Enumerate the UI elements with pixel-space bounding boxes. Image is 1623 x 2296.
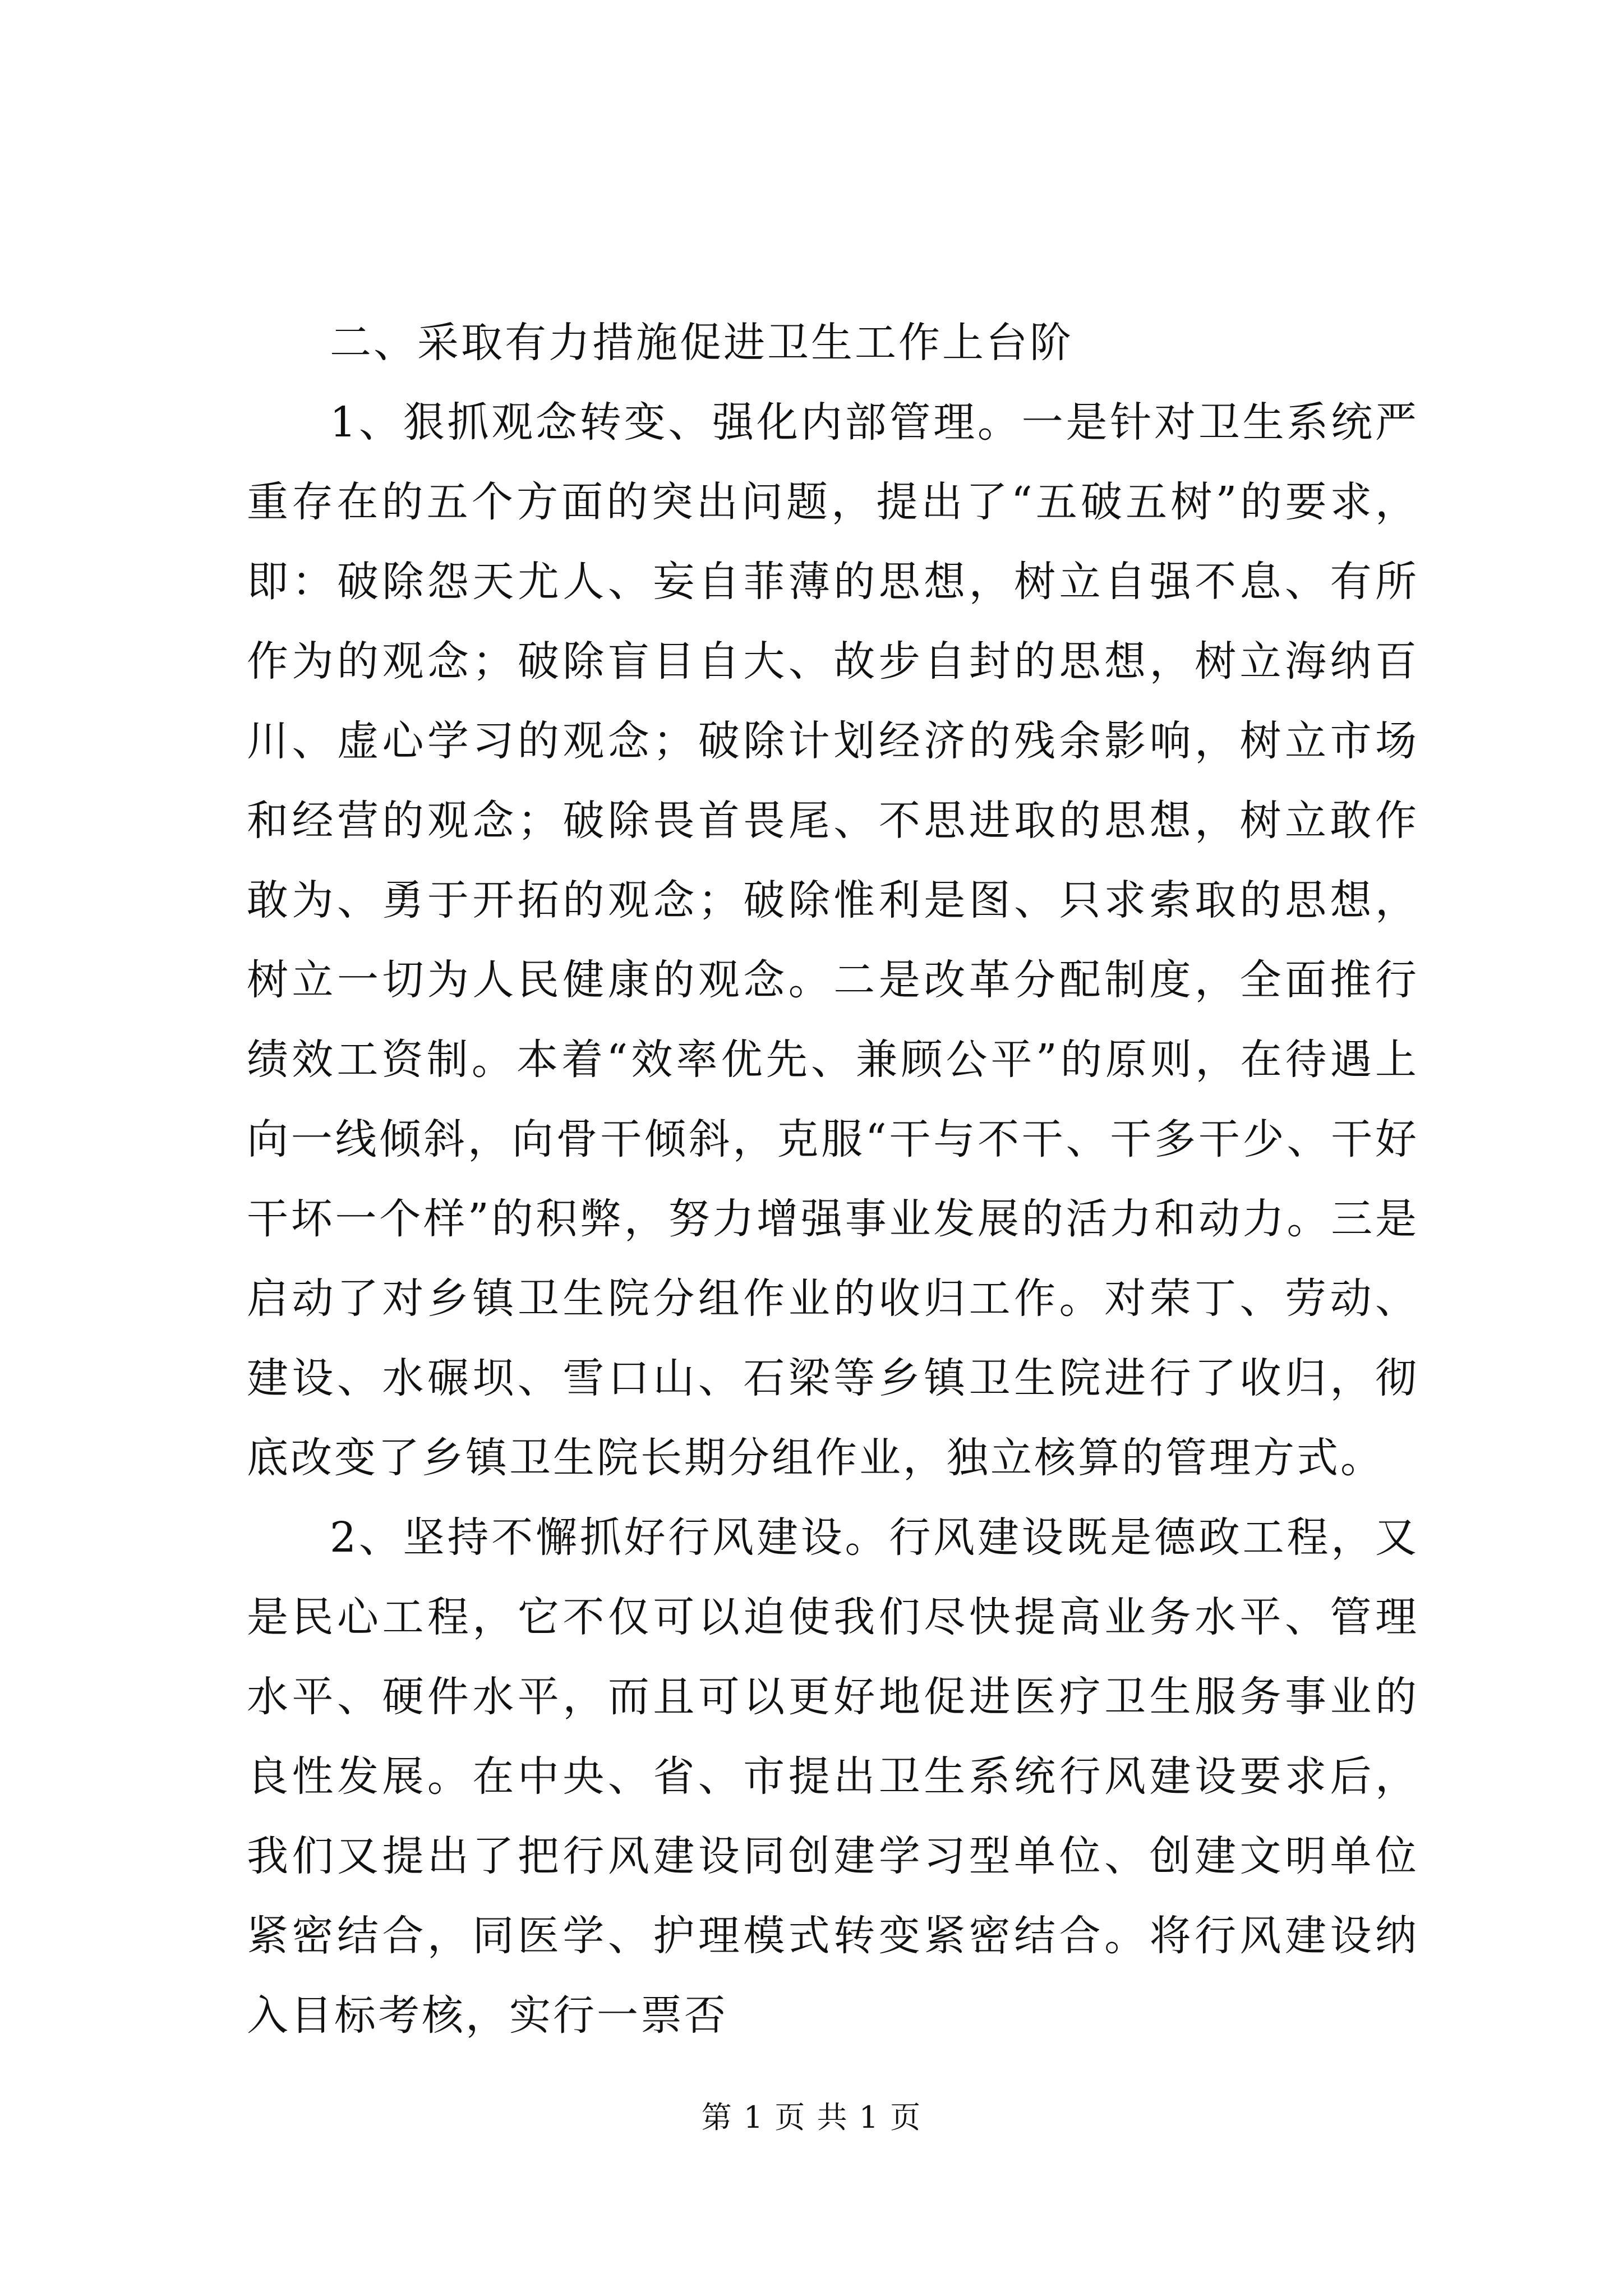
paragraph-1: 1、狠抓观念转变、强化内部管理。一是针对卫生系统严重存在的五个方面的突出问题，提出了“五破五树”的要求，即：破除怨天尤人、妄自菲薄的思想，树立自强不息、有所作为的观念；破除盲目自大、故步自封的思想，树立海纳百川、虚心学习的观念；破除计划经济的残余影响，树立市场和经营的观念；破除畏首畏尾、不思进取的思想，树立敢作敢为、勇于开拓的观念；破除惟利是图、只求索取的思想，树立一切为人民健康的观念。二是改革分配制度，全面推行绩效工资制。本着“效率优先、兼顾公平”的原则，在待遇上向一线倾斜，向骨干倾斜，克服“干与不干、干多干少、干好干坏一个样”的积弊，努力增强事业发展的活力和动力。三是启动了对乡镇卫生院分组作业的收归工作。对荣丁、劳动、建设、水碾坝、雪口山、石梁等乡镇卫生院进行了收归，彻底改变了乡镇卫生院长期分组作业，独立核算的管理方式。: [247, 398, 1419, 1482]
paragraph-2: 2、坚持不懈抓好行风建设。行风建设既是德政工程，又是民心工程，它不仅可以迫使我们尽快提高业务水平、管理水平、硬件水平，而且可以更好地促进医疗卫生服务事业的良性发展。在中央、省、市提出卫生系统行风建设要求后，我们又提出了把行风建设同创建学习型单位、创建文明单位紧密结合，同医学、护理模式转变紧密结合。将行风建设纳入目标考核，实行一票否: [247, 1513, 1419, 2040]
document-body: [247, 303, 1419, 2055]
page-footer: 第 1 页 共 1 页: [701, 2100, 922, 2135]
section-heading: 二、采取有力措施促进卫生工作上台阶: [330, 319, 1073, 367]
